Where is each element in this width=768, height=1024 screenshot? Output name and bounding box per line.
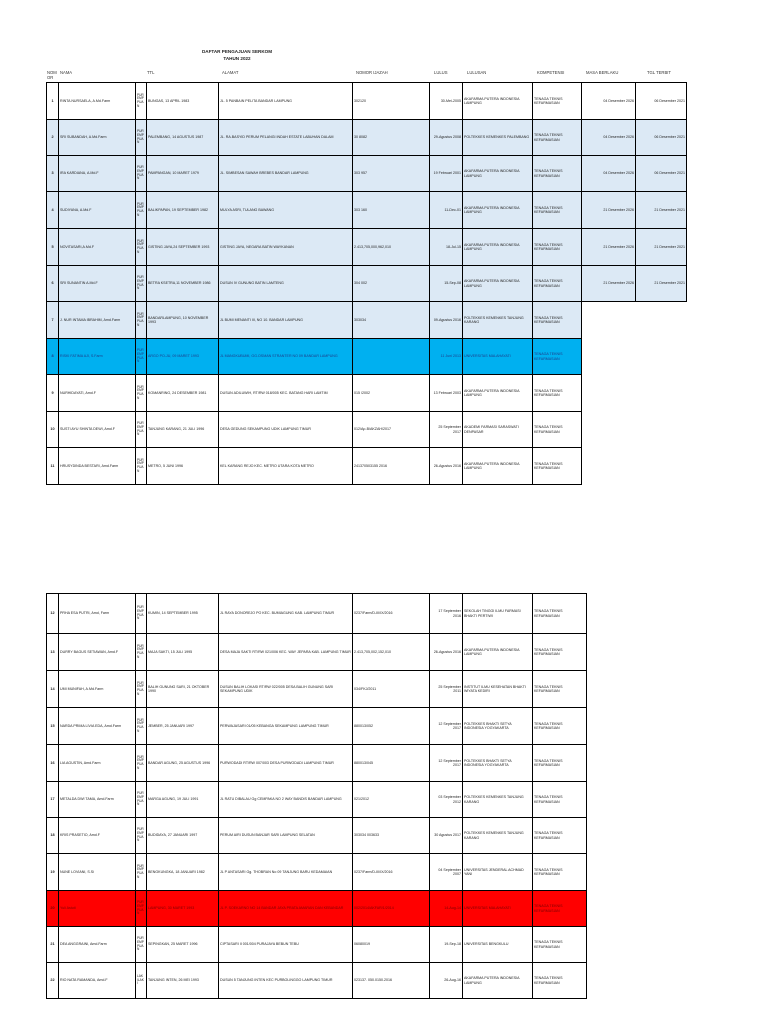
cell-kompetensi: TENAGA TEKNIS KEFARMASIAN [533,782,587,818]
cell-alamat: MULYA ASRI, TULANG BAWANG [219,192,353,229]
cell-lulus: 12 September 2017 [430,708,463,745]
cell-no: 12 [47,594,59,634]
cell-nama: IRA KARDIANA, A.Md.F [59,156,136,192]
cell-jk: PUR EMP PUA N [136,412,147,448]
cell-str: 880013/045 [353,745,430,782]
cell-alamat: JL. SIMBESAN SAWAH BREBES BANDAR LAMPUNG [219,156,353,192]
cell-ttl: KOMANRING, 24 DESEMBER 1981 [147,375,219,412]
header-masa: MASA BERLAKU [586,70,619,75]
cell-kompetensi: TENAGA TEKNIS KEFARMASIAN [533,229,582,266]
cell-nama: RINTA NURSAELA, A.Md.Farm [59,83,136,120]
table-row [47,156,687,192]
cell-ttl: ARGO PO-JU, 09 MARET 1993 [147,339,219,375]
cell-jk: LAK ILAK I [136,963,147,999]
cell-str: 021/2012 [353,782,430,818]
cell-str: 880013/052 [353,708,430,745]
cell-nama: DEA ANGGRAINI, Amd.Farm [59,927,136,963]
cell-str: 302120 [353,83,430,120]
cell-alamat: GISTING JAYA, NEGARA BATIN WAYKANAN [219,229,353,266]
cell-ttl: BUDIDAYA, 27 JANUARI 1997 [147,818,219,854]
cell-jk: PUR EMP PUA N [136,156,147,192]
cell-lulus: 11 Juni 2013 [430,339,463,375]
cell-lulusan: POLTEKKES KEMENKES TANJUNG KARANG [463,818,533,854]
cell-lulusan: AKAFARMA PUTERA INDONESIA LAMPUNG [463,963,533,999]
cell-lulus: 19 Februari 2001 [430,156,463,192]
table-row [47,671,587,708]
cell-no: 21 [47,927,59,963]
cell-jk: PUR EMP PUA N [136,266,147,302]
cell-nama: RISKI FATIMA AJI, S.Farm [59,339,136,375]
cell-no: 1 [47,83,59,120]
header-lulusan: LULUSAN [467,70,487,75]
cell-alamat: JL. 5 PANBAIN PELITA BANDAR LAMPUNG [219,83,353,120]
cell-lulusan: AKAFARMA PUTERA INDONESIA LAMPUNG [463,229,533,266]
cell-no: 10 [47,412,59,448]
cell-str: 002/2014/AKFAR/1/2014 [353,891,430,927]
cell-kompetensi: TENAGA TEKNIS KEFARMASIAN [533,339,582,375]
cell-nama: DURRY BAGUS SETIAWAN, Amd.F [59,634,136,671]
cell-masa: 21 Desember 2026 [582,192,636,229]
cell-kompetensi: TENAGA TEKNIS KEFARMASIAN [533,192,582,229]
cell-no: 13 [47,634,59,671]
cell-nama: SUSTI AYU SHINTA DEWI, Amd.F [59,412,136,448]
cell-jk: PUR EMP PUA N [136,192,147,229]
cell-terbit: 06 Desember 2021 [636,156,687,192]
cell-lulus: 11-Dec-01 [430,192,463,229]
cell-str: 304 002 [353,266,430,302]
cell-kompetensi: TENAGA TEKNIS KEFARMASIAN [533,963,587,999]
cell-lulus: 30-Mei-2005 [430,83,463,120]
cell-lulusan: UNIVERSITAS MALAHAYATI [463,891,533,927]
cell-nama: Yuli Astuti [59,891,136,927]
cell-no: 2 [47,120,59,156]
cell-kompetensi: TENAGA TEKNIS KEFARMASIAN [533,594,587,634]
table-row [47,594,587,634]
table-row [47,927,587,963]
cell-jk: PUR EMP PUA N [136,927,147,963]
cell-alamat: JL MANGKUBUMI, GG.OSMAN STRANTER NO 09 BANDAR LAMPUNG [219,339,353,375]
cell-alamat: JL RAYA DONOREJO PO KEC. BUMIAGUNG KAB. LAMPUNG TIMUR [219,594,353,634]
cell-terbit: 06 Desember 2021 [636,83,687,120]
cell-no: 19 [47,854,59,891]
cell-no: 14 [47,671,59,708]
cell-str: 303034 003633 [353,818,430,854]
cell-jk: PUR EMP PUA N [136,818,147,854]
cell-no: 5 [47,229,59,266]
cell-no: 4 [47,192,59,229]
cell-alamat: DESA MAJA SAKTI RT/RW 021/006 KEC. WAY JEPARA KAB. LAMPUNG TIMUR [219,634,353,671]
cell-terbit [636,302,687,339]
cell-nama: LIA AGUSTIN, Amd.Farm [59,745,136,782]
cell-no: 3 [47,156,59,192]
cell-alamat: CIPTASARI II 001/004 PURAJAYA BEBUN TEBU [219,927,353,963]
cell-nama: SRI SUNANTIN A.Md.F [59,266,136,302]
table-row [47,412,687,448]
cell-terbit: 21 Desember 2021 [636,266,687,302]
cell-terbit: 21 Desember 2021 [636,229,687,266]
cell-str: 303 957 [353,156,430,192]
cell-kompetensi: TENAGA TEKNIS KEFARMASIAN [533,83,582,120]
cell-no: 15 [47,708,59,745]
table-part-2 [46,593,587,999]
header-terbit: TGL TERBIT [647,70,671,75]
cell-alamat: PERWAJASARI 01/05 KEBANGA SEKAMPUNG LAMPUNG TIMUR [219,708,353,745]
table-row [47,448,687,485]
cell-str: 2.413,705,002,152,010 [353,634,430,671]
cell-kompetensi: TENAGA TEKNIS KEFARMASIAN [533,375,582,412]
cell-alamat: JL P ANTASARI Gg. THOBRAN No 09 TANJUNG BARU KEDAMAIAN [219,854,353,891]
cell-lulusan: AKAFARMA PUTERA INDONESIA LAMPUNG [463,266,533,302]
cell-lulusan: SEKOLAH TINGGI ILMU FARMASI BHAKTI PERTIWI [463,594,533,634]
cell-no: 7 [47,302,59,339]
cell-masa [582,448,636,485]
cell-str: 303 160 [353,192,430,229]
cell-alamat: DUSUN IV GUNUNG BATIN LAMTENG [219,266,353,302]
table-row [47,818,587,854]
cell-no: 22 [47,963,59,999]
table-row [47,83,687,120]
cell-masa [582,339,636,375]
cell-ttl: MAJA SAKTI, 15 JULI 1995 [147,634,219,671]
cell-ttl: BENGKUNGKA, 18 JANUARI 1982 [147,854,219,891]
cell-nama: KRIS PRASETIO, Amd.F [59,818,136,854]
cell-ttl: KUMIN, 14 SEPTEMBER 1995 [147,594,219,634]
cell-lulus: 15-Sep-08 [430,266,463,302]
cell-no: 17 [47,782,59,818]
cell-kompetensi: TENAGA TEKNIS KEFARMASIAN [533,448,582,485]
cell-lulus: 25 September 2017 [430,412,463,448]
cell-str: 30 8082 [353,120,430,156]
cell-nama: NARDA PRIMA LIVIA EDA, Amd.Farm [59,708,136,745]
table-row [47,229,687,266]
cell-jk: PUR EMP PUA N [136,594,147,634]
cell-kompetensi: TENAGA TEKNIS KEFARMASIAN [533,745,587,782]
cell-alamat: DUSUN ADILUWIH, RT/RW 018/005 KEC. BATANG HARI LAMTIM [219,375,353,412]
cell-lulus: 17 September 2016 [430,594,463,634]
table-row [47,891,587,927]
cell-kompetensi: TENAGA TEKNIS KEFARMASIAN [533,891,587,927]
cell-no: 11 [47,448,59,485]
cell-nama: NUNE LOVIANI, S.Si [59,854,136,891]
cell-alamat: DUSUN 5 TANJUNG INTEN KEC PURBOLINGGO LAMPUNG TIMUR [219,963,353,999]
cell-lulusan: POLTEKKES BHAKTI SETYA INDONESIA YOGYAKARTA [463,745,533,782]
table-row [47,339,687,375]
cell-alamat: JL BUMI MENANTI III, NO 10. BANDAR LAMPUNG [219,302,353,339]
header-ttl: TTL [147,70,155,75]
cell-alamat: DUSUN BALIH LOKASI RT/RW 022/005 DESA BALIH GUNUNG SARI SEKAMPUNG UDIK [219,671,353,708]
cell-masa: 04 Desember 2026 [582,156,636,192]
cell-lulus: 26-Agustus 2016 [430,634,463,671]
table-row [47,708,587,745]
cell-ttl: SEPINGKAN, 25 MARET 1996 [147,927,219,963]
cell-kompetensi: TENAGA TEKNIS KEFARMASIAN [533,671,587,708]
cell-lulusan: AKAFARMA PUTERA INDONESIA LAMPUNG [463,448,533,485]
cell-ttl: GISTING JAYA,24 SEPTEMBER 1993 [147,229,219,266]
cell-jk: PUR EMP PUA N [136,708,147,745]
cell-lulus: 04 September 2007 [430,854,463,891]
cell-ttl: METRO, 5 JUNI 1996 [147,448,219,485]
cell-lulus: 12 September 2017 [430,745,463,782]
cell-str: 012/Ap-B/AKZAH/2017 [353,412,430,448]
cell-jk: PUR EMP PUA N [136,120,147,156]
cell-alamat: JL RATU DIBALAU Gg CEMPAKA NO 2 WAY BANDIS BANDAR LAMPUNG [219,782,353,818]
cell-alamat: JL. RA.BASYID PERUM PELANGI INDAH ESTATE LABUHAN DALAM [219,120,353,156]
cell-lulusan: POLTEKKES KEMENKES TANJUNG KARANG [463,782,533,818]
cell-terbit: 21 Desember 2021 [636,192,687,229]
cell-jk: PUR EMP PUA N [136,448,147,485]
cell-masa: 04 Desember 2026 [582,120,636,156]
header-nama: NAMA [60,70,73,75]
table-row [47,745,587,782]
cell-terbit: 06 Desember 2021 [636,120,687,156]
cell-str: 241370503155 2016 [353,448,430,485]
cell-terbit [636,375,687,412]
table-row [47,782,587,818]
cell-jk: PUR EMP PUA N [136,634,147,671]
cell-str: 023137. 050.0150.2016 [353,963,430,999]
cell-jk: PUR EMP PUA N [136,782,147,818]
cell-str: 0237/Farm/D-III/IX/2016 [353,594,430,634]
cell-lulus: 30 Agustus 2017 [430,818,463,854]
document-subtitle: TAHUN 2022 [223,56,251,61]
cell-jk: PUR EMP PUA N [136,83,147,120]
cell-str: 015 /2002 [353,375,430,412]
cell-lulusan: POLTEKKES KEMENKES PALEMBANG [463,120,533,156]
cell-nama: SUDIYANA, A.Md.F [59,192,136,229]
cell-ttl: BALIH GUNUNG SARI, 21 OKTOBER 1990 [147,671,219,708]
cell-ttl: TANJUNG INTEN, 26 MEI 1993 [147,963,219,999]
cell-masa: 21 Desember 2026 [582,266,636,302]
cell-alamat: KEL KARANG REJO KEC. METRO UTARA KOTA METRO [219,448,353,485]
cell-jk: PUR EMP PUA N [136,375,147,412]
cell-kompetensi: TENAGA TEKNIS KEFARMASIAN [533,412,582,448]
cell-nama: PRHA ESA PUTRI, Amd, Farm [59,594,136,634]
header-no: NOM OR [47,70,57,80]
cell-alamat: PERUM AIRI DUSUN BANJAR SARI LAMPUNG SELATAN [219,818,353,854]
cell-str: 0237/Farm/D-III/IX/2016 [353,854,430,891]
cell-ttl: BALIKPAPAN, 19 SEPTEMBER 1982 [147,192,219,229]
cell-str: 034/FKJ/2011 [353,671,430,708]
cell-kompetensi: TENAGA TEKNIS KEFARMASIAN [533,120,582,156]
table-row [47,266,687,302]
cell-lulusan: AKAFARMA PUTERA INDONESIA LAMPUNG [463,156,533,192]
cell-alamat: DESA GEDUNG SEKAMPUNG UDIK LAMPUNG TIMUR [219,412,353,448]
cell-ttl: BANDARLAMPUNG, 10 NOVEMBER 1993 [147,302,219,339]
cell-masa [582,412,636,448]
cell-ttl: BETRA KSETRA,11 NOVEMBER 1986 [147,266,219,302]
cell-nama: UMI MUNIFAH, A.Md.Farm [59,671,136,708]
table-row [47,192,687,229]
cell-lulus: 03 September 2012 [430,782,463,818]
table-row [47,120,687,156]
cell-kompetensi: TENAGA TEKNIS KEFARMASIAN [533,927,587,963]
header-kompetensi: KOMPETENSI [537,70,565,75]
cell-no: 8 [47,339,59,375]
cell-nama: NURHIDAYATI, Amd.F [59,375,136,412]
cell-masa [582,302,636,339]
cell-lulusan: UNIVERSITAS MALAHAYATI [463,339,533,375]
cell-terbit [636,339,687,375]
cell-ttl: BUNGAS, 13 APRIL 1983 [147,83,219,120]
cell-lulus: 13 Februari 2003 [430,375,463,412]
cell-lulusan: AKAFARMA PUTERA INDONESIA LAMPUNG [463,192,533,229]
cell-kompetensi: TENAGA TEKNIS KEFARMASIAN [533,266,582,302]
cell-terbit [636,412,687,448]
cell-ttl: LAMPUNG, 30 MARET 1993 [147,891,219,927]
cell-lulusan: AKAFARMA PUTERA INDONESIA LAMPUNG [463,375,533,412]
cell-masa: 21 Desember 2026 [582,229,636,266]
cell-lulus: 14-Aug-14 [430,891,463,927]
header-alamat: ALAMAT [222,70,239,75]
cell-kompetensi: TENAGA TEKNIS KEFARMASIAN [533,708,587,745]
cell-str: 06080019 [353,927,430,963]
cell-nama: SRI SUBANDAH, A.Md.Farm [59,120,136,156]
cell-lulusan: POLTEKKES BHAKTI SETYA INDONESIA YOGYAKARTA [463,708,533,745]
cell-masa: 04 Desember 2026 [582,83,636,120]
cell-lulus: 18-Jul-15 [430,229,463,266]
cell-ttl: PAMPANGAN, 10 MARET 1979 [147,156,219,192]
cell-lulusan: POLTEKKES KEMENKES TANJUNG KARANG [463,302,533,339]
cell-lulus: 26-Aug-16 [430,963,463,999]
cell-jk: PUR EMP PUA N [136,745,147,782]
cell-lulus: 29-Agustus 2008 [430,120,463,156]
header-lulus: LULUS [434,70,448,75]
table-row [47,634,587,671]
cell-kompetensi: TENAGA TEKNIS KEFARMASIAN [533,818,587,854]
document-title: DAFTAR PENGAJUAN SERKOM [201,49,273,54]
cell-no: 16 [47,745,59,782]
cell-lulusan: INSTITUT ILMU KESEHATAN BHAKTI WIYATA KEDIRI [463,671,533,708]
table-row [47,963,587,999]
cell-lulusan: AKAFARMA PUTERA INDONESIA LAMPUNG [463,83,533,120]
cell-nama: J. NUR INTAMA IBRAHIM, Amd.Farm [59,302,136,339]
cell-no: 18 [47,818,59,854]
cell-str: 2.413,705,000,962,010 [353,229,430,266]
cell-lulus: 19-Sep-18 [430,927,463,963]
cell-lulusan: AKAFARMA PUTERA INDONESIA LAMPUNG [463,634,533,671]
cell-ttl: MARGA AGUNG, 19 JULI 1991 [147,782,219,818]
cell-jk: PUR EMP PUA N [136,339,147,375]
cell-terbit [636,448,687,485]
cell-nama: NOVITASARI,A.Md.F [59,229,136,266]
cell-ttl: BANDAR AGUNG, 25 AGUSTUS 1996 [147,745,219,782]
cell-masa [582,375,636,412]
cell-jk: PUR EMP PUA N [136,891,147,927]
cell-kompetensi: TENAGA TEKNIS KEFARMASIAN [533,634,587,671]
cell-jk: PUR EMP PUA N [136,671,147,708]
cell-kompetensi: TENAGA TEKNIS KEFARMASIAN [533,854,587,891]
cell-kompetensi: TENAGA TEKNIS KEFARMASIAN [533,302,582,339]
cell-jk: PUR EMP PUA N [136,302,147,339]
cell-alamat: PURWODADI RT/RW 007/003 DESA PURWODADI LAMPUNG TIMUR [219,745,353,782]
cell-str [353,339,430,375]
cell-str: 303034 [353,302,430,339]
cell-lulusan: AKADEMI FARMASI SARASWATI DENPASAR [463,412,533,448]
cell-jk: PUR EMP PUA N [136,854,147,891]
cell-lulus: 25 September 2011 [430,671,463,708]
cell-no: 6 [47,266,59,302]
cell-kompetensi: TENAGA TEKNIS KEFARMASIAN [533,156,582,192]
cell-lulus: 09-Agustus 2016 [430,302,463,339]
cell-jk: PUR EMP PUA N [136,229,147,266]
cell-lulus: 26-Agustus 2016 [430,448,463,485]
table-row [47,302,687,339]
table-row [47,854,587,891]
table-row [47,375,687,412]
cell-lulusan: UNIVERSITAS BENGKULU [463,927,533,963]
cell-lulusan: UNIVERSITAS JENDERAL ACHMAD YANI [463,854,533,891]
header-str: NOMOR IJAZAH [356,70,388,75]
cell-nama: HRUSYDINDA BESTARI, Amd.Farm [59,448,136,485]
cell-nama: METALDA DWI TAMA, Amd.Farm [59,782,136,818]
cell-no: 20 [47,891,59,927]
cell-ttl: TANJUNG KARANG, 21 JULI 1996 [147,412,219,448]
cell-nama: RIO NATA RAMANDA, Amd.F [59,963,136,999]
cell-ttl: JEMBER, 25 JANUARI 1997 [147,708,219,745]
cell-ttl: PALEMBANG, 14 AGUSTUS 1987 [147,120,219,156]
cell-alamat: JL P. SOEKARNO NO 14 BANDAR JAYA PRATA AMARAN DAN KEBANDAR [219,891,353,927]
cell-no: 9 [47,375,59,412]
table-part-1 [46,82,687,485]
